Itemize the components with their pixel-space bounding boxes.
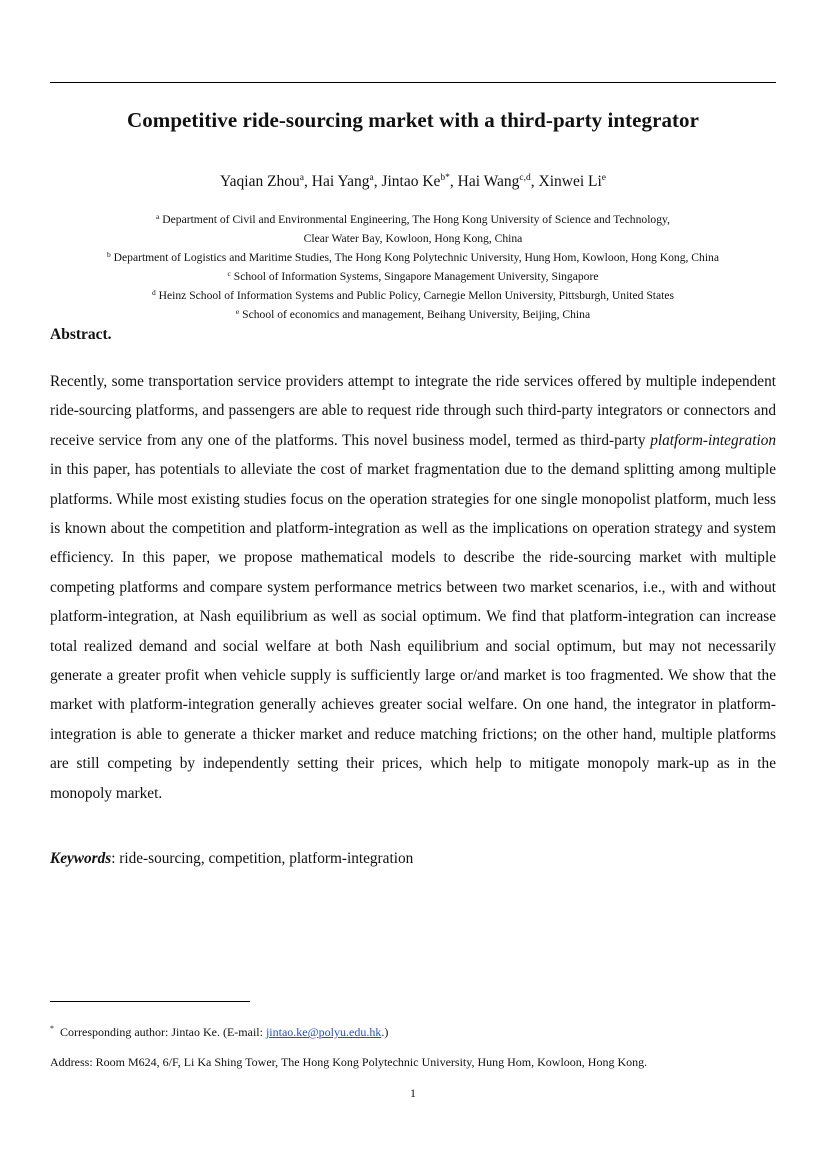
- affiliation-b: $^b$ Department of Logistics and Maritime Studies, The Hong Kong Polytechnic University, Hung Hom, Kowloon, Hong Kong, China: [106, 250, 720, 264]
- footnote-rule: [50, 1001, 250, 1002]
- affiliation-mark: e: [235, 307, 240, 316]
- affiliation-mark: c: [227, 269, 231, 278]
- keywords-line: [50, 850, 413, 868]
- header-rule: [50, 82, 776, 83]
- author-list: [0, 173, 826, 191]
- affiliation-a: $^a$ Department of Civil and Environmental Engineering, The Hong Kong University of Science and Technology,: [156, 212, 670, 226]
- footnote-corresponding-author: * Corresponding author: Jintao Ke. (E-mail: jintao.ke@polyu.edu.hk.): [50, 1024, 389, 1039]
- paper-title: Competitive ride-sourcing market with a third-party integrator: [127, 108, 699, 132]
- keywords-text: : ride-sourcing, competition, platform-integration: [111, 850, 414, 867]
- abstract-emphasis: platform-integration: [650, 431, 776, 449]
- author-affiliation-mark: e: [601, 173, 607, 183]
- author: Yaqian Zhou$^a$,: [219, 173, 312, 190]
- footnote-mark: *: [50, 1024, 54, 1033]
- author-affiliation-mark: a: [369, 173, 374, 183]
- abstract-heading: Abstract.: [50, 326, 112, 343]
- affiliation-mark: b: [106, 250, 111, 259]
- author: Jintao $Ke^{b*}$,: [381, 173, 458, 190]
- footnote-address: Address: Room M624, 6/F, Li Ka Shing Tower, The Hong Kong Polytechnic University, Hung Hom, Kowloon, Hong Kong.: [50, 1055, 648, 1069]
- affiliation-mark: d: [151, 288, 156, 297]
- abstract-body: Recently, some transportation service providers attempt to integrate the ride services offered by multiple independent ride-sourcing platforms, and passengers are able to request ride through such third-party integrators or connectors and receive service from any one of the platforms. This novel business model, termed as third-party platform-integration in this paper, has potentials to alleviate the cost of market fragmentation due to the demand splitting among multiple platforms. While most existing studies focus on the operation strategies for one single monopolist platform, much less is known about the competition and platform-integration as well as the implications on operation strategy and system efficiency. In this paper, we propose mathematical models to describe the ride-sourcing market with multiple competing platforms and compare system performance metrics between two market scenarios, i.e., with and without platform-integration, at Nash equilibrium as well as social optimum. We find that platform-integration can increase total realized demand and social welfare at both Nash equilibrium and social optimum, but may not necessarily generate a greater profit when vehicle supply is sufficiently large or/and market is too fragmented. We show that the market with platform-integration generally achieves greater social welfare. On one hand, the integrator in platform-integration is able to generate a thicker market and reduce matching frictions; on the other hand, multiple platforms are still competing by independently setting their prices, which help to mitigate monopoly mark-up as in the monopoly market.: [50, 373, 776, 802]
- email-link[interactable]: jintao.ke@polyu.edu.hk: [265, 1025, 382, 1039]
- affiliation-list: [0, 210, 826, 324]
- author: Xinwei Li$^e$: [538, 173, 607, 190]
- page-number: 1: [410, 1086, 416, 1100]
- affiliation-c: $^c$ School of Information Systems, Singapore Management University, Singapore: [227, 269, 599, 283]
- affiliation-d: $^d$ Heinz School of Information Systems and Public Policy, Carnegie Mellon University, Pittsburgh, United States: [151, 288, 675, 302]
- affiliation-mark: a: [156, 212, 160, 221]
- author-affiliation-mark: b*: [440, 173, 450, 183]
- author-affiliation-mark: c,d: [519, 173, 531, 183]
- keywords-label: Keywords: [50, 850, 112, 867]
- author: Hai Yang$^a$,: [311, 173, 382, 190]
- author: Hai Wang$^{c,d}$,: [457, 173, 539, 190]
- affiliation-e: $^e$ School of economics and management, Beihang University, Beijing, China: [235, 307, 591, 321]
- affiliation-a-continued: Clear Water Bay, Kowloon, Hong Kong, China: [303, 232, 523, 245]
- author-affiliation-mark: a: [299, 173, 305, 183]
